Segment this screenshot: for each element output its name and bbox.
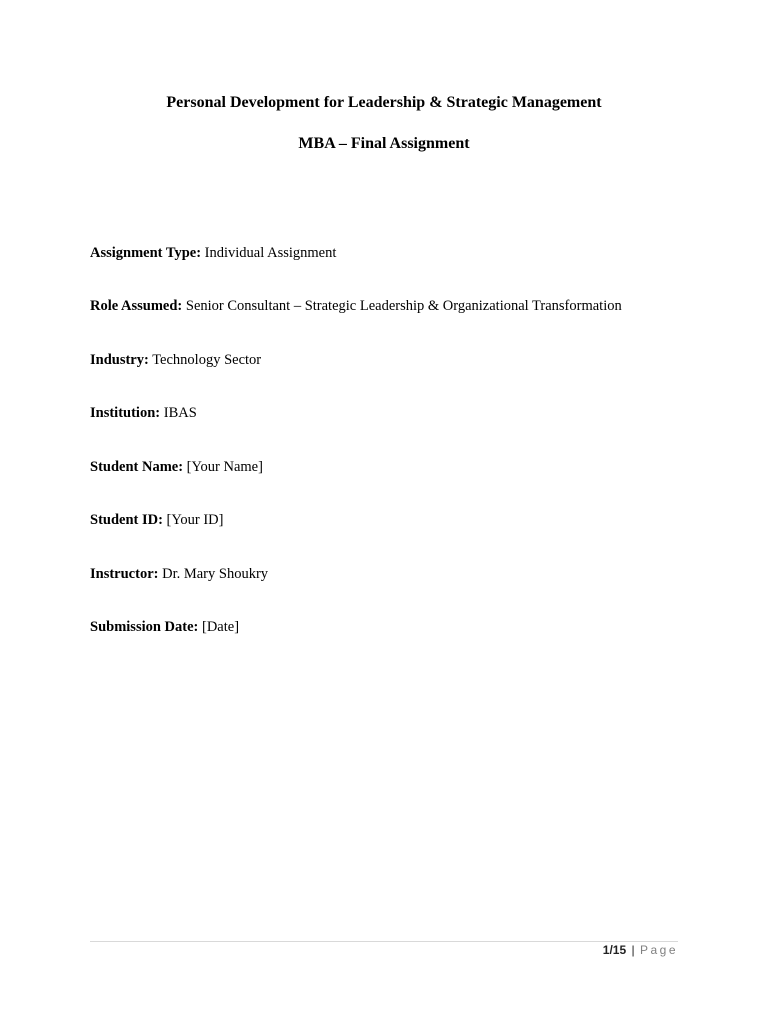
field-instructor xyxy=(90,566,268,583)
document-subtitle: MBA – Final Assignment xyxy=(298,135,470,152)
field-label: Instructor: xyxy=(90,566,159,582)
field-label: Role Assumed: xyxy=(90,298,183,314)
field-value: Technology Sector xyxy=(152,352,262,368)
field-label: Submission Date: xyxy=(90,619,199,635)
field-value: Senior Consultant – Strategic Leadership & Organizational Transformation xyxy=(185,298,622,314)
field-industry xyxy=(90,352,261,369)
field-role-assumed xyxy=(90,298,622,315)
field-value: [Date] xyxy=(202,619,240,635)
field-label: Student Name: xyxy=(90,459,184,475)
field-student-name xyxy=(90,459,263,476)
field-value: [Your Name] xyxy=(186,459,263,475)
document-title: Personal Development for Leadership & Strategic Management xyxy=(166,94,602,111)
field-value: IBAS xyxy=(163,405,197,421)
footer-separator: | xyxy=(631,943,635,957)
field-label: Institution: xyxy=(90,405,161,421)
field-value: [Your ID] xyxy=(166,512,224,528)
field-value: Dr. Mary Shoukry xyxy=(162,566,269,582)
page-number: 1/15 xyxy=(602,943,627,957)
footer-divider xyxy=(90,941,678,942)
field-label: Student ID: xyxy=(90,512,163,528)
field-label: Industry: xyxy=(90,352,149,368)
field-institution xyxy=(90,405,197,422)
field-student-id xyxy=(90,512,223,529)
field-value: Individual Assignment xyxy=(204,245,337,261)
page-footer xyxy=(603,943,678,957)
field-assignment-type xyxy=(90,245,336,262)
page-word: Page xyxy=(639,943,678,957)
field-label: Assignment Type: xyxy=(90,245,202,261)
field-submission-date xyxy=(90,619,239,636)
